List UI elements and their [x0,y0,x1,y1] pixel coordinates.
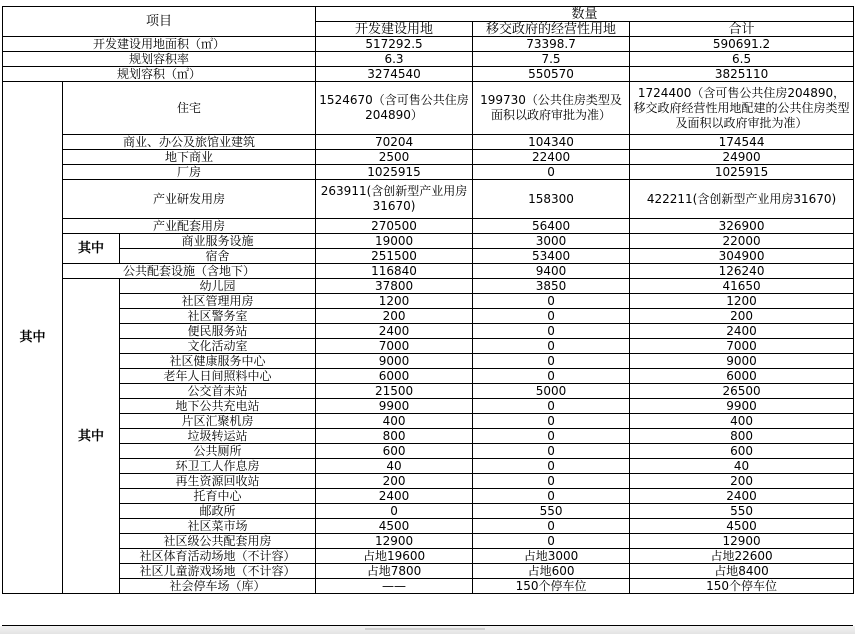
row-label: 环卫工人作息房 [120,459,316,474]
table-row [3,519,854,534]
value-total: 200 [630,474,854,489]
value-dev-land: 6.3 [316,52,473,67]
value-gov-land: 7.5 [473,52,630,67]
value-gov-land: 0 [473,309,630,324]
value-total: 422211(含创新型产业用房31670) [630,180,854,219]
table-row [3,180,854,219]
value-gov-land: 0 [473,444,630,459]
table-row [3,279,854,294]
header-row-1 [3,7,854,22]
table-row [3,369,854,384]
table-row [3,324,854,339]
value-total: 占地8400 [630,564,854,579]
value-dev-land: 21500 [316,384,473,399]
group-label-supporting: 其中 [63,234,120,264]
row-label: 社区级公共配套用房 [120,534,316,549]
value-dev-land: 200 [316,474,473,489]
value-gov-land: 0 [473,429,630,444]
table-row [3,549,854,564]
row-label: 社区管理用房 [120,294,316,309]
value-gov-land: 73398.7 [473,37,630,52]
value-gov-land: 0 [473,414,630,429]
value-dev-land: 116840 [316,264,473,279]
value-dev-land: 37800 [316,279,473,294]
header-item: 项目 [3,7,316,37]
value-gov-land: 0 [473,519,630,534]
row-label: 邮政所 [120,504,316,519]
value-dev-land: 2500 [316,150,473,165]
value-gov-land: 0 [473,339,630,354]
value-total: 24900 [630,150,854,165]
value-total: 550 [630,504,854,519]
table-row [3,135,854,150]
row-label: 公交首末站 [120,384,316,399]
group-label-outer: 其中 [3,82,63,594]
value-gov-land: 150个停车位 [473,579,630,594]
row-label: 产业配套用房 [63,219,316,234]
value-dev-land: 6000 [316,369,473,384]
value-total: 2400 [630,489,854,504]
header-total: 合计 [630,22,854,37]
value-total: 22000 [630,234,854,249]
value-gov-land: 56400 [473,219,630,234]
value-dev-land: 400 [316,414,473,429]
value-total: 41650 [630,279,854,294]
table-row [3,489,854,504]
value-dev-land: 12900 [316,534,473,549]
value-gov-land: 158300 [473,180,630,219]
header-dev-land: 开发建设用地 [316,22,473,37]
value-dev-land: 251500 [316,249,473,264]
value-dev-land: 200 [316,309,473,324]
row-label: 社区健康服务中心 [120,354,316,369]
value-dev-land: 3274540 [316,67,473,82]
value-dev-land: 517292.5 [316,37,473,52]
scroll-thumb [365,628,485,630]
group-label-public: 其中 [63,279,120,594]
summary-row [3,37,854,52]
value-gov-land: 0 [473,489,630,504]
table-row [3,150,854,165]
row-label: 地下公共充电站 [120,399,316,414]
row-label: 地下商业 [63,150,316,165]
table-row [3,219,854,234]
row-label: 社区警务室 [120,309,316,324]
value-dev-land: 0 [316,504,473,519]
value-dev-land: 1524670（含可售公共住房204890） [316,82,473,135]
table-row [3,354,854,369]
value-total: 800 [630,429,854,444]
value-total: 占地22600 [630,549,854,564]
value-total: 304900 [630,249,854,264]
value-dev-land: 占地19600 [316,549,473,564]
value-gov-land: 占地3000 [473,549,630,564]
value-dev-land: 2400 [316,489,473,504]
row-label: 商业、办公及旅馆业建筑 [63,135,316,150]
table-row [3,249,854,264]
table-row [3,429,854,444]
row-label: 社会停车场（库） [120,579,316,594]
value-dev-land: 270500 [316,219,473,234]
value-dev-land: 1025915 [316,165,473,180]
value-total: 1724400（含可售公共住房204890，移交政府经营性用地配建的公共住房类型及面积以政府审批为准） [630,82,854,135]
row-label: 公共厕所 [120,444,316,459]
value-total: 12900 [630,534,854,549]
row-label: 幼儿园 [120,279,316,294]
row-label: 公共配套设施（含地下） [63,264,316,279]
table-row [3,414,854,429]
value-dev-land: 1200 [316,294,473,309]
row-label: 老年人日间照料中心 [120,369,316,384]
value-dev-land: 占地7800 [316,564,473,579]
table-row [3,294,854,309]
value-dev-land: 4500 [316,519,473,534]
land-use-table [2,6,854,594]
value-total: 4500 [630,519,854,534]
value-total: 150个停车位 [630,579,854,594]
table-row [3,564,854,579]
row-label: 片区汇聚机房 [120,414,316,429]
value-total: 200 [630,309,854,324]
row-label: 便民服务站 [120,324,316,339]
value-total: 174544 [630,135,854,150]
value-gov-land: 0 [473,459,630,474]
row-label: 开发建设用地面积（㎡） [3,37,316,52]
row-label: 住宅 [63,82,316,135]
value-total: 2400 [630,324,854,339]
row-label: 再生资源回收站 [120,474,316,489]
value-gov-land: 550570 [473,67,630,82]
row-label: 厂房 [63,165,316,180]
table-row [3,399,854,414]
value-dev-land: 9000 [316,354,473,369]
value-total: 326900 [630,219,854,234]
row-label: 托育中心 [120,489,316,504]
row-label: 社区体育活动场地（不计容） [120,549,316,564]
table-row [3,444,854,459]
value-gov-land: 3850 [473,279,630,294]
value-total: 26500 [630,384,854,399]
value-dev-land: 9900 [316,399,473,414]
value-gov-land: 199730（公共住房类型及面积以政府审批为准） [473,82,630,135]
value-total: 6.5 [630,52,854,67]
value-gov-land: 0 [473,369,630,384]
table-row [3,234,854,249]
value-gov-land: 22400 [473,150,630,165]
value-gov-land: 0 [473,534,630,549]
value-gov-land: 550 [473,504,630,519]
value-gov-land: 0 [473,354,630,369]
value-gov-land: 3000 [473,234,630,249]
row-label: 社区菜市场 [120,519,316,534]
row-label: 商业服务设施 [120,234,316,249]
value-total: 600 [630,444,854,459]
value-total: 590691.2 [630,37,854,52]
value-total: 9000 [630,354,854,369]
value-total: 3825110 [630,67,854,82]
value-total: 9900 [630,399,854,414]
value-total: 126240 [630,264,854,279]
value-total: 400 [630,414,854,429]
summary-row [3,67,854,82]
row-label: 社区儿童游戏场地（不计容） [120,564,316,579]
row-label: 产业研发用房 [63,180,316,219]
row-label: 规划容积（㎡） [3,67,316,82]
value-total: 7000 [630,339,854,354]
summary-row [3,52,854,67]
table-row [3,504,854,519]
value-gov-land: 0 [473,399,630,414]
table-row [3,459,854,474]
row-label: 文化活动室 [120,339,316,354]
header-quantity: 数量 [316,7,854,22]
row-label: 规划容积率 [3,52,316,67]
table-row [3,264,854,279]
value-dev-land: 7000 [316,339,473,354]
value-dev-land: 2400 [316,324,473,339]
table-row [3,534,854,549]
value-gov-land: 0 [473,294,630,309]
table-row [3,384,854,399]
table-row [3,579,854,594]
value-gov-land: 104340 [473,135,630,150]
value-gov-land: 53400 [473,249,630,264]
value-dev-land: 800 [316,429,473,444]
value-gov-land: 0 [473,324,630,339]
table-row [3,82,854,135]
row-label: 垃圾转运站 [120,429,316,444]
table-row [3,309,854,324]
value-total: 6000 [630,369,854,384]
value-gov-land: 占地600 [473,564,630,579]
value-dev-land: 70204 [316,135,473,150]
value-gov-land: 9400 [473,264,630,279]
value-gov-land: 0 [473,165,630,180]
table-row [3,165,854,180]
value-dev-land: —— [316,579,473,594]
row-label: 宿舍 [120,249,316,264]
value-total: 1200 [630,294,854,309]
value-gov-land: 5000 [473,384,630,399]
value-dev-land: 263911(含创新型产业用房31670) [316,180,473,219]
value-gov-land: 0 [473,474,630,489]
value-dev-land: 600 [316,444,473,459]
value-dev-land: 19000 [316,234,473,249]
value-total: 40 [630,459,854,474]
bottom-scroll-area [0,626,855,634]
value-total: 1025915 [630,165,854,180]
table-row [3,474,854,489]
value-dev-land: 40 [316,459,473,474]
table-row [3,339,854,354]
header-gov-land: 移交政府的经营性用地 [473,22,630,37]
